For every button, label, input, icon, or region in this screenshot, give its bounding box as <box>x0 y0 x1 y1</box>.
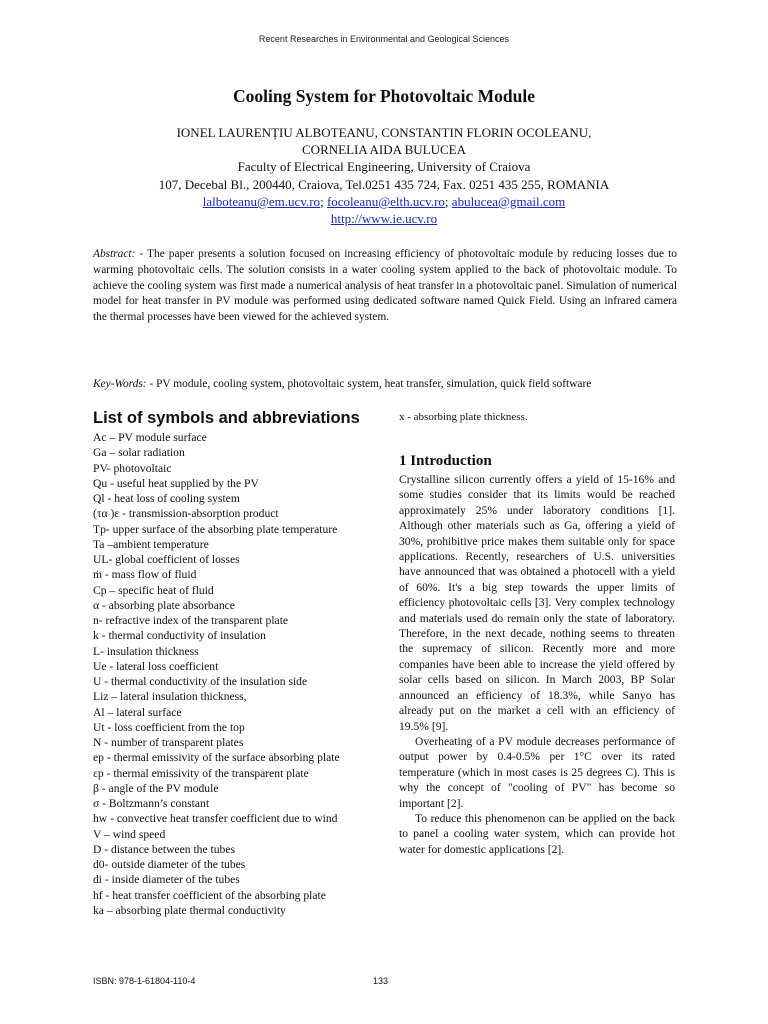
symbol-item: σ - Boltzmann’s constant <box>93 797 210 810</box>
symbol-item: d0- outside diameter of the tubes <box>93 858 246 871</box>
symbol-item: hw - convective heat transfer coefficient due to wind <box>93 812 338 826</box>
abstract-label: Abstract: - <box>93 248 144 260</box>
symbol-item: V – wind speed <box>93 827 166 841</box>
symbol-item-continued: x - absorbing plate thickness. <box>399 411 528 423</box>
authors-line-1: IONEL LAURENȚIU ALBOTEANU, CONSTANTIN FLORIN OCOLEANU, <box>176 125 592 140</box>
symbol-item: L- insulation thickness <box>93 644 199 658</box>
symbol-item: k - thermal conductivity of insulation <box>93 629 266 643</box>
symbol-item: Qu - useful heat supplied by the PV <box>93 476 259 490</box>
symbol-item: εp - thermal emissivity of the transparent plate <box>93 766 309 780</box>
symbol-item: Cp – specific heat of fluid <box>93 583 214 597</box>
section-heading-introduction: 1 Introduction <box>399 453 492 469</box>
email-link-2[interactable]: focoleanu@elth.ucv.ro <box>326 193 445 209</box>
symbols-heading: List of symbols and abbreviations <box>93 409 360 427</box>
email-separator: ; <box>444 193 452 209</box>
symbol-item: U - thermal conductivity of the insulation side <box>93 675 308 688</box>
symbol-item: Ta –ambient temperature <box>93 537 209 551</box>
footer-isbn: ISBN: 978-1-61804-110-4 <box>93 976 196 986</box>
affiliation: Faculty of Electrical Engineering, University of Craiova <box>237 159 531 175</box>
symbol-item: Ac – PV module surface <box>93 431 207 444</box>
website-link[interactable]: http://www.ie.ucv.ro <box>330 211 438 227</box>
symbol-item: Ga – solar radiation <box>93 446 185 460</box>
email-link-3[interactable]: abulucea@gmail.com <box>451 193 566 209</box>
symbol-item: (τα )ε - transmission-absorption product <box>93 507 279 521</box>
intro-paragraph-3: To reduce this phenomenon can be applied on the back to panel a cooling water system, which can provide hot water for domestic applications [2]. <box>399 811 675 856</box>
symbols-column <box>93 409 383 918</box>
symbol-item: Al – lateral surface <box>93 705 182 719</box>
keywords-text: - PV module, cooling system, photovoltaic system, heat transfer, simulation, quick field software <box>146 378 592 390</box>
page-number: 133 <box>373 976 389 986</box>
symbols-list <box>93 430 383 918</box>
email-separator: ; <box>320 193 327 209</box>
abstract <box>93 247 677 326</box>
paper-title: Cooling System for Photovoltaic Module <box>232 86 536 106</box>
symbol-item: β - angle of the PV module <box>93 781 219 795</box>
symbol-item: n- refractive index of the transparent plate <box>93 614 289 627</box>
keywords <box>93 378 693 390</box>
intro-paragraph-2: Overheating of a PV module decreases performance of output power by 0.4-0.5% per 1°C over its rated temperature (which in most cases is 25 degrees C). This is why the concept of "cooling of PV" has become so important [2]. <box>399 734 675 810</box>
authors-line-2: CORNELIA AIDA BULUCEA <box>302 142 466 158</box>
symbol-item: UL- global coefficient of losses <box>93 553 240 566</box>
symbol-item: α - absorbing plate absorbance <box>93 598 235 612</box>
symbol-item: Liz – lateral insulation thickness, <box>93 690 247 704</box>
email-link-1[interactable]: lalboteanu@em.ucv.ro <box>202 193 321 209</box>
symbol-item: ka – absorbing plate thermal conductivity <box>93 903 286 917</box>
symbol-item: Ut - loss coefficient from the top <box>93 720 245 734</box>
symbol-item: Ue - lateral loss coefficient <box>93 659 219 673</box>
address: 107, Decebal Bl., 200440, Craiova, Tel.0251 435 724, Fax. 0251 435 255, ROMANIA <box>158 176 610 192</box>
symbol-item: ep - thermal emissivity of the surface absorbing plate <box>93 751 340 765</box>
symbol-item: Ql - heat loss of cooling system <box>93 492 240 505</box>
symbol-item: Tp- upper surface of the absorbing plate temperature <box>93 522 338 536</box>
running-head: Recent Researches in Environmental and Geological Sciences <box>258 34 510 44</box>
keywords-label: Key-Words: <box>93 378 147 390</box>
intro-paragraph-1: Crystalline silicon currently offers a yield of 15-16% and some studies consider that its limits would be reached approximately 25% under laboratory conditions [1]. Although other materials such as Ga, offering a yield of 30%, prohibitive price makes them suitable only for space applications. Recently, researchers of U.S. universities have announced that was obtained a photocell with a yield of 60%. It's a big step towards the upper limits of efficiency photovoltaic cells [3]. Very complex technology and materials used do remain only the state of laboratory. Therefore, in the next decade, nothing seems to threaten the supremacy of silicon. Recently more and more companies have been able to increase the yield offered by solar cells based on silicon. In March 2003, BP Solar announced an efficiency of 18.3%, while Sanyo has already put on the market a cell with an efficiency of 19.5% [9]. <box>399 473 675 733</box>
symbol-item: PV- photovoltaic <box>93 461 172 475</box>
right-column <box>399 411 675 857</box>
front-matter <box>0 124 768 227</box>
symbol-item: N - number of transparent plates <box>93 736 244 749</box>
website-line <box>0 210 768 227</box>
abstract-text: The paper presents a solution focused on increasing efficiency of photovoltaic module by reducing losses due to warming photovoltaic cells. The solution consists in a water cooling system applied to the back of photovoltaic module. To achieve the cooling system was first made a numerical analysis of heat transfer in a photovoltaic panel. Simulation of numerical model for heat transfer in PV module was performed using dedicated software named Quick Field. Using an infrared camera the thermal processes have been viewed for the achieved system. <box>93 248 677 324</box>
symbol-item: ṁ - mass flow of fluid <box>93 568 197 582</box>
symbol-item: hf - heat transfer coefficient of the absorbing plate <box>93 888 326 902</box>
symbol-item: D - distance between the tubes <box>93 842 235 856</box>
symbol-item: di - inside diameter of the tubes <box>93 873 240 887</box>
email-line <box>0 193 768 210</box>
